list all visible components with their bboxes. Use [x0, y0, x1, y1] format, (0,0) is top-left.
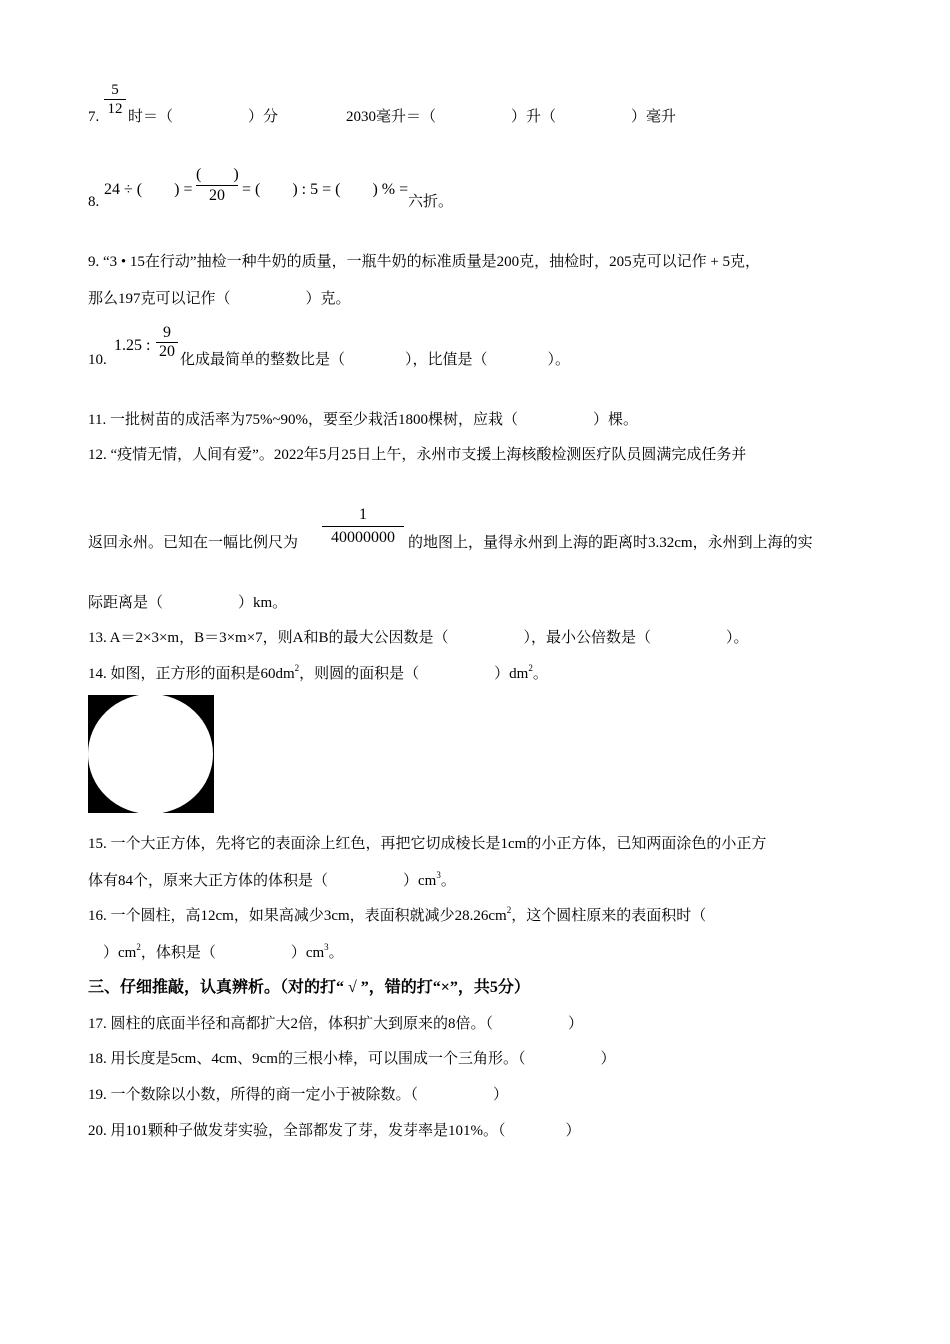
q16-line1	[88, 906, 706, 926]
q16-line2-e: 。	[328, 945, 344, 961]
q16-line2-c: ）cm	[88, 945, 137, 961]
q12-scale-fraction	[322, 504, 404, 549]
q15-line2-a: 体有84个，原来大正方体的体积是（ ）cm	[88, 873, 437, 889]
q17-text: 17. 圆柱的底面半径和高都扩大2倍，体积扩大到原来的8倍。（ ）	[88, 1016, 584, 1032]
q14-text-c: 。	[532, 666, 548, 682]
q8-expr-a: 24 ÷ ( ) =	[104, 181, 193, 198]
q12-line2-a: 返回永州。已知在一幅比例尺为	[88, 535, 299, 551]
q19-text: 19. 一个数除以小数，所得的商一定小于被除数。（ ）	[88, 1087, 509, 1103]
q9-line1: 9. “3 • 15在行动”抽检一种牛奶的质量，一瓶牛奶的标准质量是200克，抽检时，205克可以记作 + 5克，	[88, 254, 761, 270]
q16-sup3: 3	[324, 942, 329, 952]
q14-text-a: 14. 如图，正方形的面积是60dm	[88, 666, 295, 682]
q8-expr-c: 六折。	[408, 194, 454, 210]
q16-line2-d: ，体积是（ ）cm	[140, 945, 325, 961]
q8-fraction-denominator: 20	[196, 185, 238, 206]
q12-scale-denominator: 40000000	[322, 526, 404, 549]
q7-number: 7.	[88, 109, 100, 125]
q18-text: 18. 用长度是5cm、4cm、9cm的三根小棒，可以围成一个三角形。（ ）	[88, 1051, 616, 1067]
q20-text: 20. 用101颗种子做发芽实验，全部都发了芽，发芽率是101%。（ ）	[88, 1123, 581, 1139]
q7-fraction	[104, 81, 126, 118]
q8-fraction	[196, 165, 238, 206]
q7-text-part1: 时＝（ ）分	[128, 109, 279, 125]
q9-line2: 那么197克可以记作（ ）克。	[88, 291, 351, 307]
square-with-circle-figure	[88, 695, 214, 813]
q10-ratio: 1.25 :	[114, 337, 151, 354]
q15-sup: 3	[436, 870, 441, 880]
q10-fraction	[156, 324, 178, 361]
q15-line1: 15. 一个大正方体，先将它的表面涂上红色，再把它切成棱长是1cm的小正方体，已知两面涂色的小正方	[88, 836, 767, 852]
q14-text	[88, 664, 548, 684]
q16-line2	[88, 943, 344, 963]
q7-text-part2: 2030毫升＝（ ）升（ ）毫升	[346, 109, 677, 125]
q16-line1-a: 16. 一个圆柱，高12cm，如果高减少3cm，表面积就减少28.26cm	[88, 908, 507, 924]
q8-number: 8.	[88, 194, 100, 210]
q15-line2	[88, 871, 456, 891]
q16-sup2: 2	[136, 942, 141, 952]
q16-sup1: 2	[506, 905, 512, 915]
q14-text-b: ，则圆的面积是（ ）dm	[299, 666, 529, 682]
q12-line1: 12. “疫情无情，人间有爱”。2022年5月25日上午，永州市支援上海核酸检测医疗队员圆满完成任务并	[88, 447, 747, 463]
q13-text: 13. A＝2×3×m，B＝3×m×7，则A和B的最大公因数是（ ），最小公倍数是（ ）。	[88, 630, 749, 646]
q12-line3: 际距离是（ ）km。	[88, 595, 288, 611]
q8-fraction-numerator: ( )	[196, 166, 239, 183]
section3-heading: 三、仔细推敲，认真辨析。（对的打“ √ ”，错的打“×”，共5分）	[88, 979, 530, 996]
q16-line1-b: ，这个圆柱原来的表面积时（	[511, 908, 707, 924]
q7-fraction-numerator: 5	[111, 82, 119, 98]
q10-number: 10.	[88, 352, 107, 368]
q7-fraction-denominator: 12	[104, 99, 126, 118]
q15-line2-b: 。	[440, 873, 456, 889]
q14-sup1: 2	[294, 663, 300, 673]
q10-text: 化成最简单的整数比是（ ），比值是（ ）。	[180, 352, 571, 368]
q10-fraction-numerator: 9	[163, 324, 171, 341]
q8-expr-b: = ( ) : 5 = ( ) % =	[242, 181, 409, 198]
q11-text: 11. 一批树苗的成活率为75%~90%，要至少栽活1800棵树，应栽（ ）棵。	[88, 412, 639, 428]
q14-sup2: 2	[528, 663, 533, 673]
q12-scale-numerator: 1	[359, 506, 367, 523]
inscribed-circle	[88, 695, 213, 813]
q12-line2-b: 的地图上，量得永州到上海的距离时3.32cm，永州到上海的实	[408, 535, 813, 551]
q10-fraction-denominator: 20	[156, 342, 178, 361]
